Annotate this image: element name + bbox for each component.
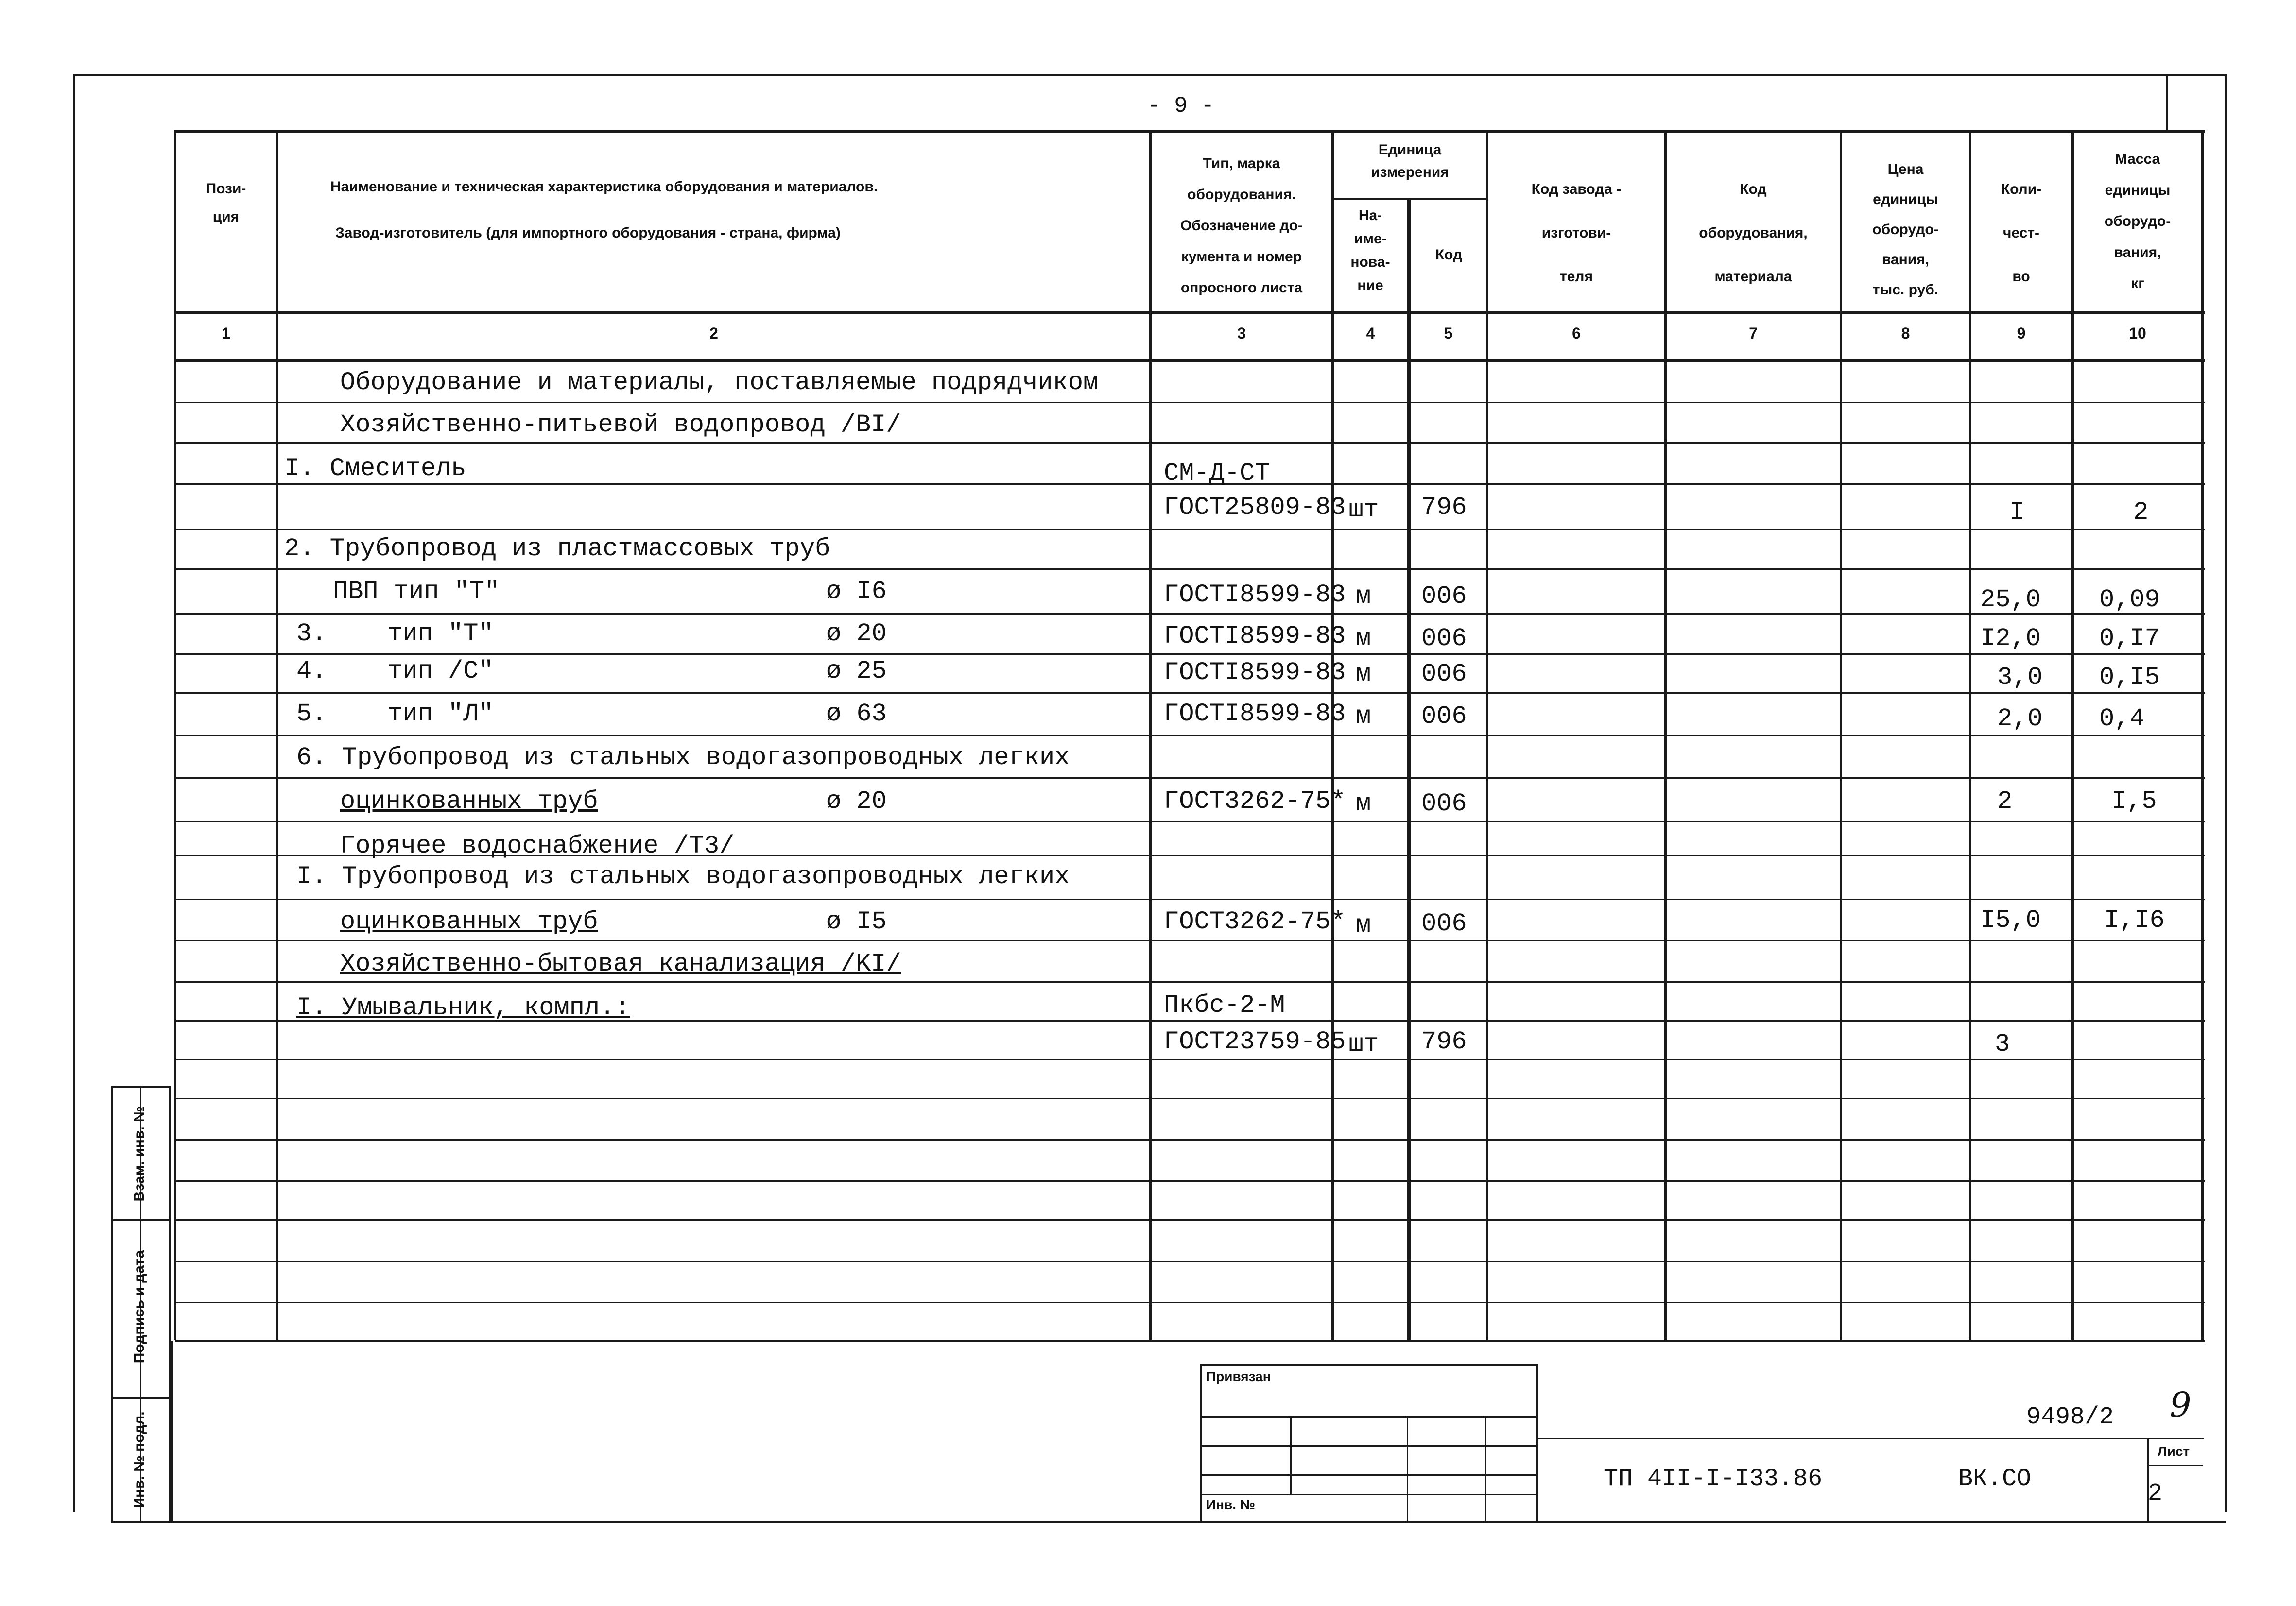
row-7-dia: ø 25 [826, 657, 887, 685]
row-15-name: I. Умывальник, компл.: [296, 993, 630, 1022]
row-16-code: 796 [1421, 1027, 1467, 1056]
row-7-unit: м [1356, 660, 1371, 688]
row-5-name: ПВП тип "Т" [333, 577, 500, 606]
row-10-code: 006 [1421, 789, 1467, 818]
row-5-dia: ø I6 [826, 577, 887, 606]
header-unit-code: Код [1435, 247, 1463, 263]
row-7-qty: 3,0 [1997, 663, 2043, 692]
header-type: Тип, марка оборудования. Обозначение до- кумента и номер опросного листа [1180, 155, 1303, 296]
row-1-name: Хозяйственно-питьевой водопровод /BI/ [340, 410, 901, 439]
row-7-code: 006 [1421, 660, 1467, 688]
side-label-inv: Инв. № подл. [131, 1411, 147, 1508]
colnum-7: 7 [1749, 325, 1758, 342]
stamp-left [171, 1341, 173, 1523]
frame-left [73, 74, 75, 1512]
row-12-name: I. Трубопровод из стальных водогазопроводных легких [296, 862, 1070, 891]
page-number: - 9 - [1147, 93, 1215, 119]
row-5-qty: 25,0 [1980, 585, 2041, 614]
row-8-dia: ø 63 [826, 700, 887, 728]
row-0-name: Оборудование и материалы, поставляемые подрядчиком [340, 368, 1099, 397]
row-3-qty: I [2009, 498, 2025, 527]
row-3-unit: шт [1348, 495, 1379, 524]
colnum-2: 2 [709, 325, 718, 342]
header-mass: Масса единицы оборудо- вания, кг [2104, 151, 2171, 291]
stamp-list-label: Лист [2158, 1444, 2190, 1459]
numrow-bottom [175, 359, 2205, 362]
header-bottom [175, 311, 2205, 314]
row-6-name: 3. тип "Т" [296, 619, 494, 648]
row-15-doc: Пкбс-2-М [1164, 991, 1285, 1020]
row-6-dia: ø 20 [826, 619, 887, 648]
row-10-name: оцинкованных труб [340, 787, 598, 816]
row-6-qty: I2,0 [1980, 624, 2041, 653]
row-3-code: 796 [1421, 493, 1467, 522]
row-13-unit: м [1356, 911, 1371, 940]
row-13-dia: ø I5 [826, 907, 887, 936]
row-13-code: 006 [1421, 909, 1467, 938]
row-13-name: оцинкованных труб [340, 907, 598, 936]
row-10-dia: ø 20 [826, 787, 887, 816]
row-8-name: 5. тип "Л" [296, 700, 494, 728]
row-7-name: 4. тип /С" [296, 657, 494, 685]
row-13-qty: I5,0 [1980, 906, 2041, 935]
row-10-qty: 2 [1997, 787, 2013, 816]
stamp-section: ВК.СО [1958, 1465, 2032, 1493]
header-unit: Единица измерения [1371, 142, 1449, 180]
row-6-mass: 0,I7 [2099, 624, 2160, 653]
frame-bottom-stamp [112, 1521, 2226, 1523]
header-name-line1: Наименование и техническая характеристика оборудования и материалов. [330, 179, 878, 195]
row-8-unit: м [1356, 702, 1371, 731]
colnum-1: 1 [222, 325, 230, 342]
row-3-doc: ГОСТ25809-83 [1164, 493, 1346, 522]
row-10-unit: м [1356, 789, 1371, 818]
stamp-archive-number: 9498/2 [2026, 1403, 2114, 1431]
row-2-doc: СМ-Д-СТ [1164, 459, 1270, 488]
row-13-doc: ГОСТ3262-75* [1164, 907, 1346, 936]
stamp-document-code: ТП 4II-I-I33.86 [1604, 1465, 1823, 1493]
row-5-code: 006 [1421, 582, 1467, 611]
row-9-name: 6. Трубопровод из стальных водогазопроводных легких [296, 743, 1070, 772]
stamp-mid-h [1538, 1438, 2204, 1439]
col-line-4 [1407, 198, 1411, 1340]
stamp-privyazan: Привязан [1206, 1369, 1271, 1384]
row-5-doc: ГОСТI8599-83 [1164, 581, 1346, 609]
row-16-unit: шт [1348, 1030, 1379, 1059]
row-16-qty: 3 [1995, 1030, 2010, 1059]
colnum-3: 3 [1237, 325, 1246, 342]
row-16-doc: ГОСТ23759-85 [1164, 1027, 1346, 1056]
row-11-name: Горячее водоснабжение /Т3/ [340, 832, 735, 860]
row-10-mass: I,5 [2111, 787, 2157, 816]
row-8-doc: ГОСТI8599-83 [1164, 700, 1346, 728]
row-6-doc: ГОСТI8599-83 [1164, 622, 1346, 650]
colnum-4: 4 [1366, 325, 1375, 342]
header-position: Пози- ция [206, 181, 246, 225]
row-2-name: I. Смеситель [284, 454, 466, 483]
row-5-mass: 0,09 [2099, 585, 2160, 614]
row-7-mass: 0,I5 [2099, 663, 2160, 692]
stamp-inv-no: Инв. № [1206, 1497, 1256, 1512]
colnum-5: 5 [1444, 325, 1453, 342]
colnum-10: 10 [2129, 325, 2146, 342]
side-label-podpis: Подпись и дата [131, 1250, 147, 1364]
frame-top-right-box [2166, 74, 2168, 131]
frame-right [2225, 74, 2227, 1512]
table-top [175, 130, 2205, 133]
row-14-name: Хозяйственно-бытовая канализация /KI/ [340, 950, 901, 978]
colnum-8: 8 [1901, 325, 1910, 342]
stamp-list-number: 2 [2148, 1480, 2163, 1507]
header-name-line2: Завод-изготовитель (для импортного оборудования - страна, фирма) [335, 225, 841, 241]
row-13-mass: I,I6 [2104, 906, 2165, 935]
colnum-6: 6 [1572, 325, 1581, 342]
row-8-qty: 2,0 [1997, 704, 2043, 733]
side-label-vzam: Взам. инв. № [131, 1106, 147, 1202]
row-3-mass: 2 [2133, 498, 2149, 527]
colnum-9: 9 [2017, 325, 2026, 342]
row-8-mass: 0,4 [2099, 704, 2145, 733]
header-factory-code: Код завода - изготови- теля [1531, 181, 1622, 285]
row-6-unit: м [1356, 624, 1371, 653]
row-4-name: 2. Трубопровод из пластмассовых труб [284, 534, 830, 563]
header-equipment-code: Код оборудования, материала [1699, 181, 1808, 285]
side-col-left [111, 1086, 113, 1523]
header-price: Цена единицы оборудо- вания, тыс. руб. [1872, 161, 1939, 298]
header-quantity: Коли- чест- во [2001, 181, 2042, 285]
row-7-doc: ГОСТI8599-83 [1164, 658, 1346, 687]
row-5-unit: м [1356, 582, 1371, 611]
row-8-code: 006 [1421, 702, 1467, 731]
stamp-sheet-mark: 9 [2170, 1385, 2192, 1425]
header-unit-name: На- име- нова- ние [1350, 207, 1390, 293]
row-6-code: 006 [1421, 624, 1467, 653]
row-10-doc: ГОСТ3262-75* [1164, 787, 1346, 816]
frame-top [73, 74, 2226, 76]
